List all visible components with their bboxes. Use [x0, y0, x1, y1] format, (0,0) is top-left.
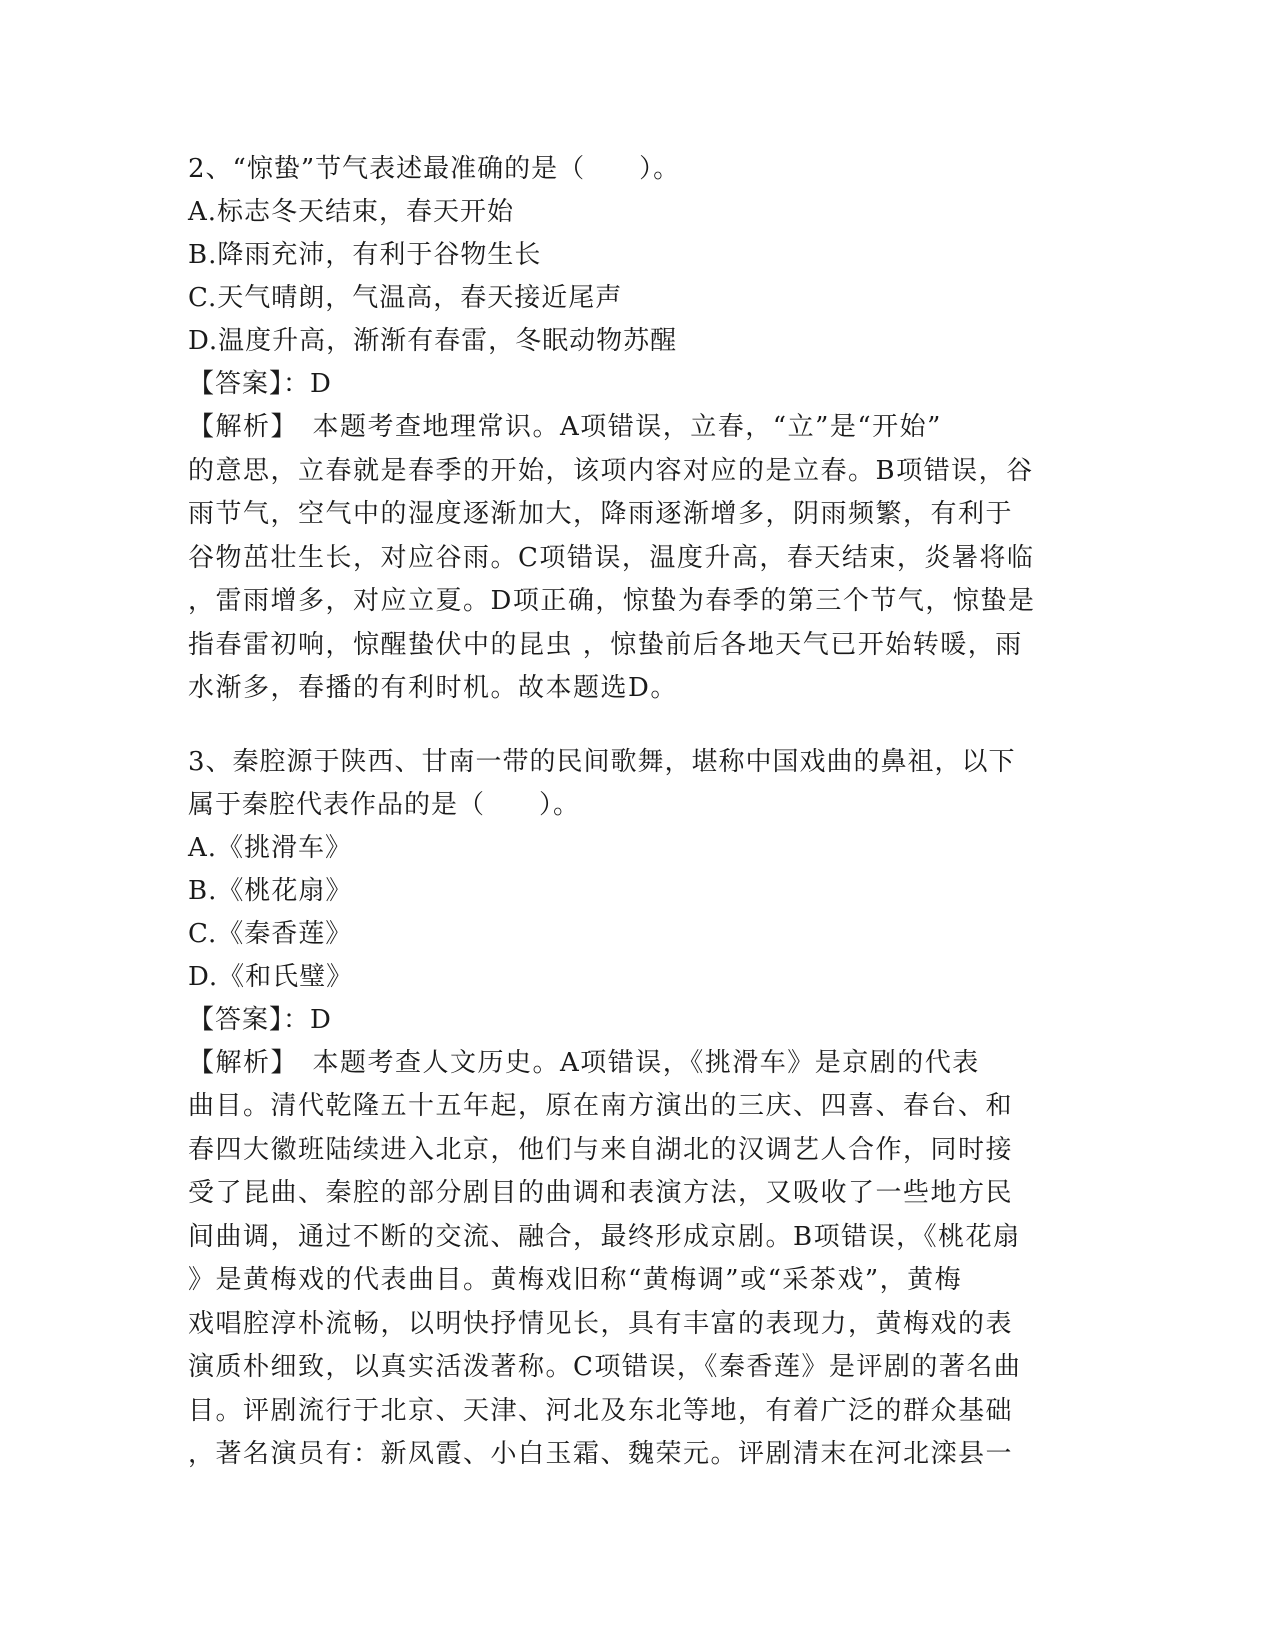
question-stem [188, 741, 1088, 827]
analysis-line: 戏唱腔淳朴流畅，以明快抒情见长，具有丰富的表现力，黄梅戏的表 [188, 1308, 1014, 1339]
question-stem-line: 3、秦腔源于陕西、甘南一带的民间歌舞，堪称中国戏曲的鼻祖，以下 [188, 746, 1016, 777]
analysis-line: 目。评剧流行于北京、天津、河北及东北等地，有着广泛的群众基础 [188, 1395, 1014, 1426]
option-c: C.天气晴朗，气温高，春天接近尾声 [188, 283, 623, 313]
question-2 [188, 148, 1088, 711]
analysis-line: 【解析】 本题考查地理常识。A项错误，立春，“立”是“开始” [188, 412, 942, 442]
answer: 【答案】：D [188, 369, 332, 399]
analysis-line: ，著名演员有：新凤霞、小白玉霜、魏荣元。评剧清末在河北滦县一 [188, 1439, 1014, 1469]
analysis-line: 演质朴细致，以真实活泼著称。C项错误，《秦香莲》是评剧的著名曲 [188, 1352, 1022, 1382]
analysis-line: 受了昆曲、秦腔的部分剧目的曲调和表演方法，又吸收了一些地方民 [188, 1178, 1014, 1208]
option-a: A.《挑滑车》 [188, 832, 353, 863]
analysis-line: 》是黄梅戏的代表曲目。黄梅戏旧称“黄梅调”或“采茶戏”，黄梅 [188, 1265, 963, 1295]
question-stem-line: 属于秦腔代表作品的是（ ）。 [188, 789, 581, 820]
option-b: B.降雨充沛，有利于谷物生长 [188, 240, 542, 270]
answer: 【答案】：D [188, 1004, 332, 1035]
analysis-line: ，雷雨增多，对应立夏。D项正确，惊蛰为春季的第三个节气，惊蛰是 [188, 586, 1036, 616]
analysis-line: 曲目。清代乾隆五十五年起，原在南方演出的三庆、四喜、春台、和 [188, 1091, 1014, 1121]
analysis-line: 雨节气，空气中的湿度逐渐加大，降雨逐渐增多，阴雨频繁，有利于 [188, 499, 1014, 529]
analysis-line: 谷物茁壮生长，对应谷雨。C项错误，温度升高，春天结束，炎暑将临 [188, 542, 1035, 573]
analysis-line: 水渐多，春播的有利时机。故本题选D。 [188, 673, 678, 703]
option-c: C.《秦香莲》 [188, 918, 353, 949]
analysis [188, 1042, 1088, 1477]
question-3 [188, 741, 1088, 1477]
option-a: A.标志冬天结束，春天开始 [188, 197, 515, 227]
analysis-line: 间曲调，通过不断的交流、融合，最终形成京剧。B项错误，《桃花扇 [188, 1221, 1021, 1252]
option-d: D.《和氏璧》 [188, 961, 354, 992]
option-b: B.《桃花扇》 [188, 875, 353, 906]
question-stem [188, 148, 1088, 191]
document-page [188, 148, 1088, 1477]
analysis-line: 的意思，立春就是春季的开始，该项内容对应的是立春。B项错误，谷 [188, 455, 1034, 486]
analysis-line: 指春雷初响，惊醒蛰伏中的昆虫 ，惊蛰前后各地天气已开始转暖，雨 [188, 629, 1023, 660]
analysis-line: 【解析】 本题考查人文历史。A项错误，《挑滑车》是京剧的代表 [188, 1047, 980, 1078]
option-d: D.温度升高，渐渐有春雷，冬眠动物苏醒 [188, 326, 678, 356]
question-stem-line: 2、“惊蛰”节气表述最准确的是（ ）。 [188, 154, 681, 184]
analysis [188, 406, 1088, 711]
analysis-line: 春四大徽班陆续进入北京，他们与来自湖北的汉调艺人合作，同时接 [188, 1134, 1014, 1165]
question-spacer [188, 711, 1088, 741]
